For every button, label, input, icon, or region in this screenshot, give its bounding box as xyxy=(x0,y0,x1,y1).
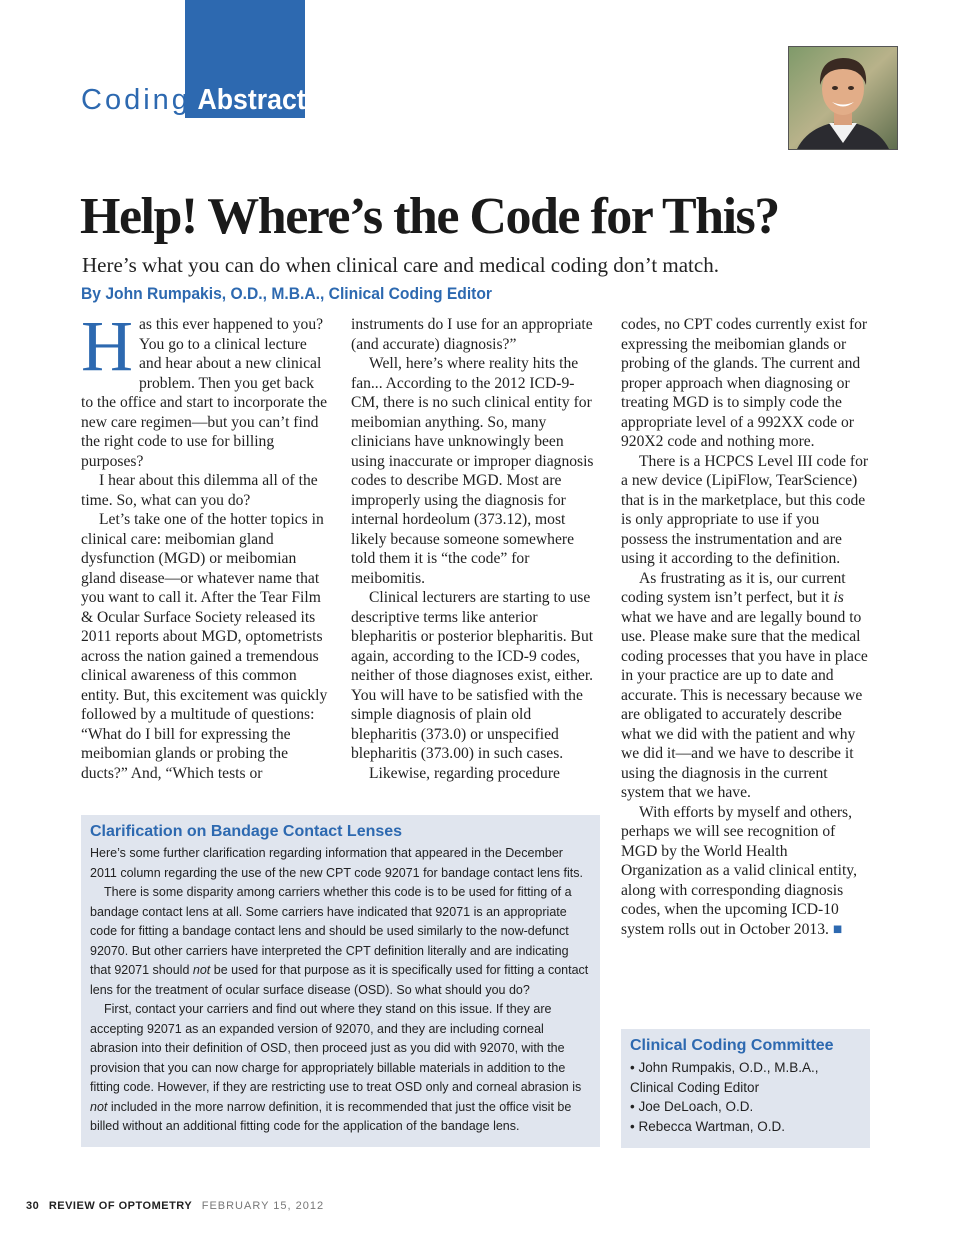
committee-box xyxy=(621,1029,870,1148)
paragraph: Has this ever happened to you? You go to a clinical lecture and hear about a new clinical problem. Then you get back to the office and start to incorporate the new care regimen—but you can’t find the right code to use for billing purposes? xyxy=(81,306,328,470)
committee-member: • Rebecca Wartman, O.D. xyxy=(630,1118,786,1134)
sidebar-title: Clarification on Bandage Contact Lenses xyxy=(90,823,403,840)
paragraph: Let’s take one of the hotter topics in clinical care: meibomian gland dysfunction (MGD) or meibomian gland disease—or whatever name that you want to call it. After the Tear Film & Ocular Surface Society released its 2011 reports about MGD, optometrists across the nation gained a tremendous clinical awareness of this common entity. But, this excitement was quickly followed by a multitude of questions: “What do I bill for expressing the meibomian glands or probing the ducts?” And, “Which tests or xyxy=(81,511,328,782)
article-column-2 xyxy=(351,315,600,783)
article-byline: By John Rumpakis, O.D., M.B.A., Clinical Coding Editor xyxy=(81,284,493,303)
paragraph: codes, no CPT codes currently exist for expressing the meibomian glands or probing of the glands. The current and proper approach when diagnosing or treating MGD is to simply code the appropriate level of a 992XX code or 920X2 code and nothing more. xyxy=(621,316,868,450)
author-photo xyxy=(788,46,898,150)
magazine-name: REVIEW OF OPTOMETRY xyxy=(48,1200,193,1212)
paragraph: Clinical lecturers are starting to use descriptive terms like anterior blepharitis or posterior blepharitis. But again, according to the ICD-9 codes, neither of those diagnoses exist, either. You will have to be satisfied with the simple diagnosis of plain old blepharitis (373.0) or unspecified blepharitis (373.00) in such cases. xyxy=(351,589,594,762)
kicker-abstract: Abstract xyxy=(197,84,306,116)
paragraph: instruments do I use for an appropriate (and accurate) diagnosis?” xyxy=(351,316,593,353)
paragraph: With efforts by myself and others, perhaps we will see recognition of MGD by the World Health Organization as a valid clinical entity, along with corresponding diagnosis codes, when the upcoming ICD-10 system rolls out in October 2013. ■ xyxy=(621,803,857,938)
page-footer xyxy=(26,1198,324,1214)
sidebar-paragraph: There is some disparity among carriers whether this code is to be used for fitting of a bandage contact lens at all. Some carriers have indicated that 92071 is an appropriate code for fitting a bandage contact lens and should be used similarly to the now-defunct 92070. But other carriers have interpreted the CPT definition literally and are indicating that 92071 should not be used for that purpose as it is specifically used for fitting a contact lens for the treatment of ocular surface disease (OSD). So what should you do? xyxy=(90,885,589,997)
kicker-coding: Coding xyxy=(81,84,191,116)
end-mark-icon: ■ xyxy=(832,920,843,938)
committee-member: • John Rumpakis, O.D., M.B.A., Clinical Coding Editor xyxy=(630,1060,819,1095)
issue-date: FEBRUARY 15, 2012 xyxy=(201,1200,325,1212)
page-number: 30 xyxy=(26,1200,40,1212)
committee-title: Clinical Coding Committee xyxy=(630,1037,834,1054)
article-title: Help! Where’s the Code for This? xyxy=(80,188,779,245)
committee-member: • Joe DeLoach, O.D. xyxy=(630,1099,754,1114)
sidebar-paragraph: Here’s some further clarification regarding information that appeared in the December 2011 column regarding the use of the new CPT code 92071 for bandage contact lens fits. xyxy=(90,846,583,880)
sidebar-box xyxy=(81,815,600,1147)
article-column-3 xyxy=(621,315,870,939)
article-column-1 xyxy=(81,306,330,783)
paragraph: Likewise, regarding procedure xyxy=(369,764,560,782)
paragraph: There is a HCPCS Level III code for a new device (LipiFlow, TearScience) that is in the marketplace, but this code is only appropriate to use if you possess the instrumentation and are using it according to the definition. xyxy=(621,452,869,567)
paragraph: As frustrating as it is, our current coding system isn’t perfect, but it is what we have and are legally bound to use. Please make sure that the medical coding processes that you have in place in your practice are up to date and accurate. This is necessary because we are obligated to accurately describe what we did with the patient and why we did it—and we have to describe it using the diagnosis in the current system that we have. xyxy=(621,569,868,801)
sidebar-paragraph: First, contact your carriers and find out where they stand on this issue. If they are accepting 92071 as an expanded version of 92070, and they are including corneal abrasion into their definition of OSD, then proceed just as you did with 92070, with the provision that you can now charge for appropriately billable materials in addition to the fitting code. However, if they are restricting use to treat OSD only and corneal abrasion is not included in the more narrow definition, it is recommended that just the office visit be billed without an additional fitting code for the application of the bandage lens. xyxy=(90,1002,582,1133)
article-subtitle: Here’s what you can do when clinical care and medical coding don’t match. xyxy=(82,253,719,277)
paragraph: Well, here’s where reality hits the fan... According to the 2012 ICD-9-CM, there is no such clinical entity for meibomian anything. So, many clinicians have unknowingly been using inaccurate or improper diagnosis codes to describe MGD. Most are improperly using the diagnosis for internal hordeolum (373.12), most likely because someone somewhere told them it is “the code” for meibomitis. xyxy=(351,355,594,587)
drop-cap: H xyxy=(81,306,133,386)
section-kicker xyxy=(81,82,316,118)
author-portrait-icon xyxy=(789,47,897,149)
paragraph: I hear about this dilemma all of the time. So, what can you do? xyxy=(81,472,318,509)
